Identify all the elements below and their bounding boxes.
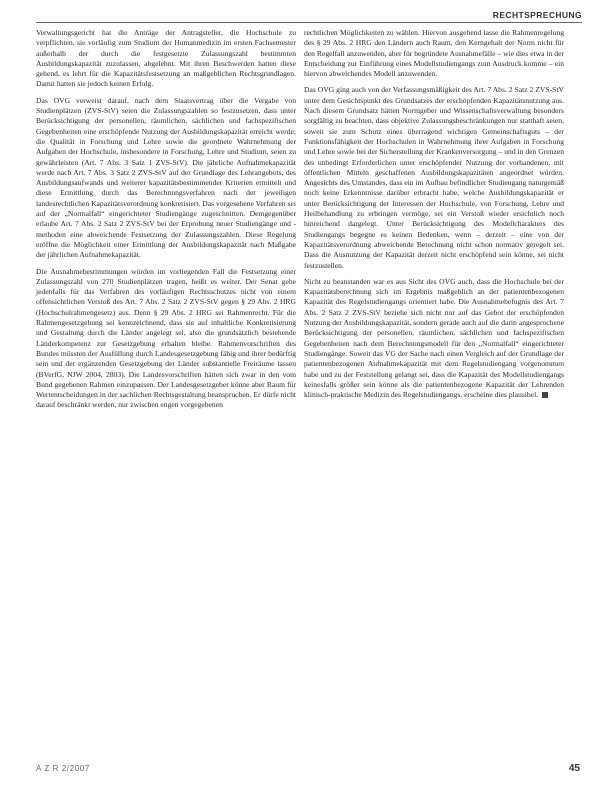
paragraph-last <box>304 277 564 401</box>
paragraph: Die Ausnahmebestimmungen würden im vorliegenden Fall die Festsetzung einer Zulassungszahl von 270 Studienplätzen tragen, heißt es weiter. Der Senat gehe jedenfalls für das Verfahren des vorläufigen Rechtsschutzes nicht von einem offensichtlichen Verstoß des Art. 7 Abs. 2 Satz 2 ZVS-StV gegen § 29 Abs. 2 HRG (Hochschulrahmengesetz) aus. Denn § 29 Abs. 2 HRG sei Rahmenrecht. Für die Rahmengesetzgebung sei kennzeichnend, dass sie auf inhaltliche Konkretisierung und Gestaltung durch die Länder angelegt sei, also die grundsätzlich bestehende Länderkompetenz zur Gesetzgebung erhalten bleibe. Rahmenvorschriften des Bundes müssten der Ausfüllung durch Landesgesetzgebung fähig und ihrer bedürftig sein und der ergänzenden Gesetzgebung der Länder substantielle Freiräume lassen (BVerfG, NJW 2004, 2803). Die Landesvorschriften hätten sich zwar in den vom Bund gegebenen Rahmen einzupassen. Der Landesgesetzgeber könne aber Raum für Wertentscheidungen in der sachlichen Rechtsgestaltung beanspruchen. Er dürfe nicht darauf beschränkt werden, nur zwischen engen vorgegebenen <box>36 266 296 410</box>
paragraph: rechtlichen Möglichkeiten zu wählen. Hiervon ausgehend lasse die Rahmenregelung des § 29 Abs. 2 HRG den Ländern auch Raum, den Kerngehalt der Norm nicht für den Regelfall anzuwenden, aber für begründete Ausnahmefälle – wie dies etwa in der Entscheidung zur Einführung eines Modellstudiengangs zum Ausdruck komme – ein hiervon abweichendes Modell anzuwenden. <box>304 28 564 79</box>
paragraph: Verwaltungsgericht hat die Anträge der Antragsteller, die Hochschule zu verpflichten, sie vorläufig zum Studium der Humanmedizin im ersten Fachsemester außerhalb der durch die festgesetzte Zulassungszahl bestimmten Ausbildungskapazität zuzulassen, abgelehnt. Mit ihren Beschwerden hatten diese gehend, es lehrt für die Kapazitätsfestsetzung an maßgeblichen Rechtsgrundlagen. Damit hatten sie jedoch keinen Erfolg. <box>36 28 296 89</box>
paragraph-text: Nicht zu beanstanden war es aus Sicht des OVG auch, dass die Hochschule bei der Kapazitätsberechnung sich im Ergebnis maßgeblich an der patientenbezogenen Kapazität des Regelstudiengangs orientiert habe. Die Ausnahmebefugnis des Art. 7 Abs. 2 Satz 2 ZVS-StV beziehe sich nicht nur auf das Gebot der erschöpfenden Nutzung der Ausbildungskapazität, sondern gerade auch auf die darin angesprochene Berücksichtigung der personellen, räumlichen, sächlichen und fachspezifischen Gegebenheiten nach dem Berechnungsmodell für den „Normalfall“ eingerichteter Studiengänge. Soweit das VG der Sache nach einen Vergleich auf der Grundlage der patientenbezogenen Aufnahmekapazität mit dem Regelstudiengang vorgenommen habe und zu der Feststellung gelangt sei, dass die Kapazität des Modellstudiengangs keinesfalls größer sein könne als die patientenbezogene Kapazität der Lehrenden klinisch-praktische Medizin des Regelstudiengangs, erscheine dies plausibel. <box>304 276 564 400</box>
page-number: 45 <box>568 763 580 774</box>
journal-issue: A Z R 2/2007 <box>36 764 90 773</box>
paragraph: Das OVG verweist darauf, nach dem Staatsvertrag über die Vergabe von Studienplätzen (ZVS-StV) seien die Zulassungszahlen so festzusetzen, dass unter Berücksichtigung der personellen, räumlichen, sächlichen und fachspezifischen Gegebenheiten eine erschöpfende Nutzung der Ausbildungskapazität erreicht werde; die Qualität in Forschung und Lehre sowie die geordnete Wahrnehmung der Aufgaben der Hochschule, insbesondere in Forschung, Lehre und Studium, seien zu gewährleisten (Art. 7 Abs. 3 Satz 1 ZVS-StV). Die jährliche Aufnahmekapazität werde nach Art. 7 Abs. 3 Satz 2 ZVS-StV auf der Grundlage des Lehrangebots, des Ausbildungsaufwands und weiterer kapazitätsbestimmender Kriterien ermittelt und diese Ermittlung durch das Berechnungsverfahren nach der jeweiligen landesrechtlichen Kapazitätsverordnung konkretisiert. Das vorgesehene Verfahren sei auf der „Normalfall“ eingerichteter Studiengänge zugeschnitten. Demgegenüber erlaube Art. 7 Abs. 2 Satz 2 ZVS-StV bei der Erprobung neuer Studiengänge und -methoden eine abweichende Festsetzung der Zulassungszahlen. Diese Regelung eröffne die Möglichkeit einer Ermittlung der Ausbildungskapazität nach Maßgabe der jährlichen Aufnahmekapazität. <box>36 95 296 260</box>
end-of-article-icon <box>542 392 548 398</box>
left-text-column <box>36 28 296 417</box>
header-divider <box>36 22 582 23</box>
paragraph: Das OVG ging auch von der Verfassungsmäßigkeit des Art. 7 Abs. 2 Satz 2 ZVS-StV unter dem Gesichtspunkt des Grundsatzes der erschöpfenden Kapazitätsnutzung aus. Nach diesem Grundsatz hätten Normgeber und Wissenschaftsverwaltung besonders sorgfältig zu beachten, dass objektive Zulassungsbeschränkungen nur statthaft seien, soweit sie zum Schutz eines überragend wichtigen Gemeinschaftsguts – der Funktionsfähigkeit der Hochschulen in Wahrnehmung ihrer Aufgaben in Forschung und Lehre sowie bei der Sicherstellung der Krankenversorgung – und in den Grenzen des unbedingt Erforderlichen unter erschöpfender Nutzung der vorhandenen, mit öffentlichen Mitteln geschaffenen Ausbildungskapazitäten angeordnet würden. Angesichts des Umstandes, dass ein im Aufbau befindlicher Studiengang naturgemäß noch keine Erkenntnisse darüber erbracht habe, welche Ausbildungskapazität er unter Berücksichtigung der Interessen der Hochschule, von Forschung, Lehre und Heilbehandlung zu erbringen vermöge, sei ein Verstoß wieder ersichtlich noch hinreichend dargelegt. Unter Berücksichtigung des Modellcharakters des Studiengangs begegne es keinen Bedenken, wenn – derzeit – eine von der Kapazitätsverordnung abweichende Berechnung nicht schon normativ geregelt sei. Dass die Ausnutzung der Kapazität derzeit nicht erschöpfend sein könne, sei nicht festzustellen. <box>304 85 564 270</box>
section-header: RECHTSPRECHUNG <box>492 10 582 20</box>
right-text-column <box>304 28 564 406</box>
